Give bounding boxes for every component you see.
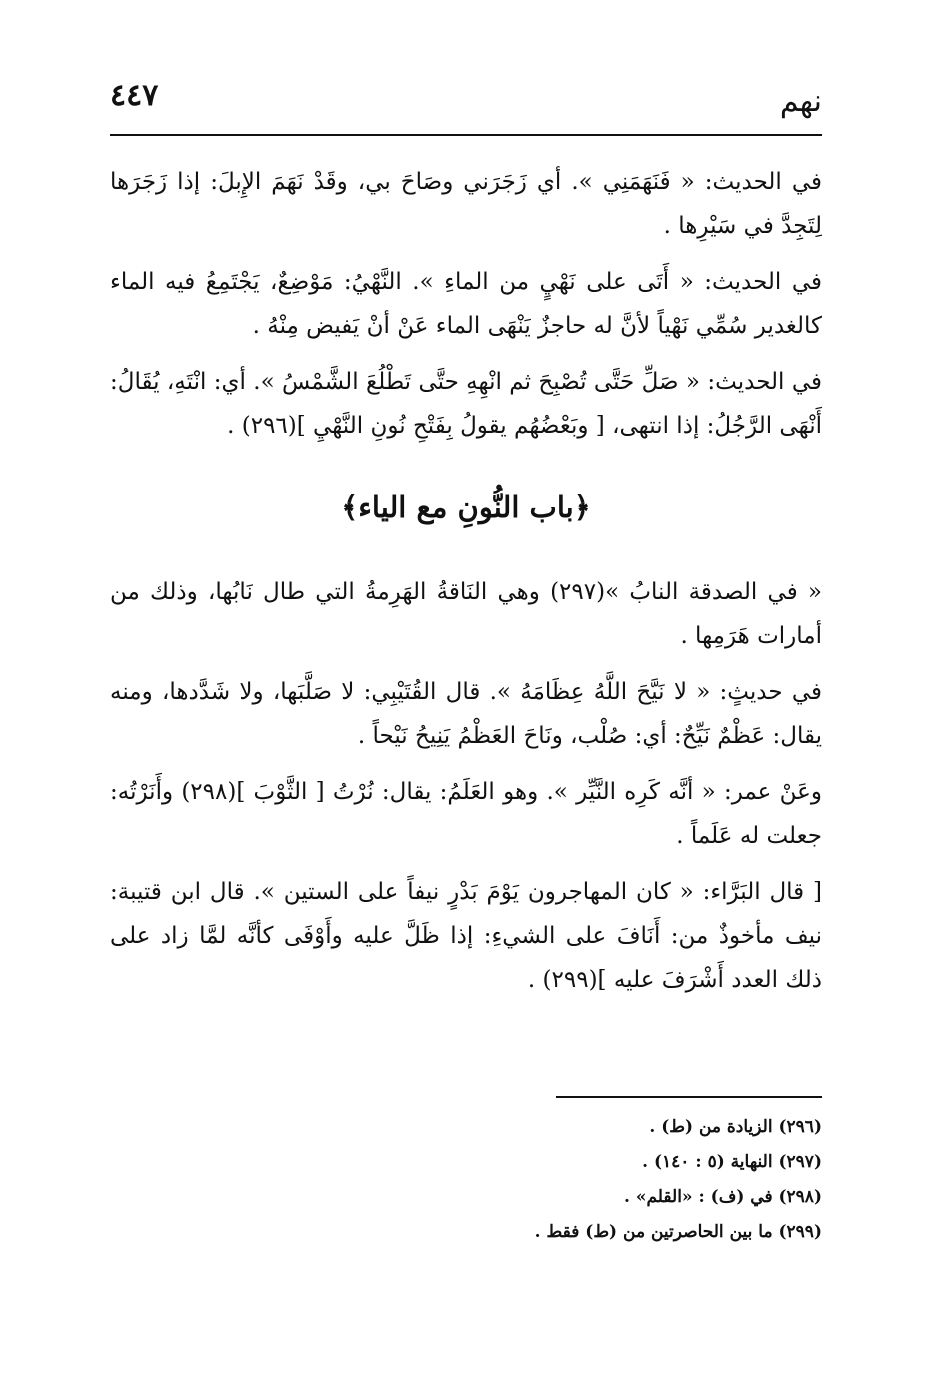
paragraph-nayf: [ قال البَرَّاء: « كان المهاجرون يَوْمَ بَدْرٍ نيفاً على الستين ». قال ابن قتيبة: نيف مأخوذٌ من: أَنَافَ على الشيءِ: إذا ظَلَّ عليه وأَوْفَى كأنَّه لمَّا زاد على ذلك العدد أَشْرَفَ عليه ](٢٩٩) . (110, 879, 822, 993)
paragraph-inhihi: في الحديث: « صَلِّ حَتَّى تُصْبِحَ ثم انْهِهِ حتَّى تَطْلُعَ الشَّمْسُ ». أي: انْتَهِ، يُقَالُ: أَنْهَى الرَّجُلُ: إذا انتهى، [ وبَعْضُهُم يقولُ بِفَتْحِ نُونِ النَّهْيِ ](٢٩٦) . (110, 369, 822, 439)
footnote-297: (٢٩٧) النهاية (٥ : ١٤٠) . (642, 1152, 822, 1172)
main-text (110, 160, 822, 1014)
page-number: ٤٤٧ (110, 78, 159, 113)
running-head: نهم (779, 84, 822, 119)
section-heading: ﴿باب النُّونِ مع الياء﴾ (341, 490, 591, 524)
footnotes (110, 1110, 822, 1250)
page-header (110, 78, 822, 124)
footnote-296: (٢٩٦) الزيادة من (ط) . (649, 1117, 822, 1137)
paragraph-nab: « في الصدقة النابُ »(٢٩٧) وهي النَاقةُ الهَرِمةُ التي طال نَابُها، وذلك من أمارات هَرَمِها . (110, 579, 822, 649)
paragraph-nahy: في الحديث: « أَتَى على نَهْيٍ من الماءِ ». النَّهْيُ: مَوْضِعٌ، يَجْتَمِعُ فيه الماء كالغدير سُمِّي نَهْياً لأنَّ له حاجزٌ يَنْهَى الماء عَنْ أنْ يَفيض مِنْهُ . (110, 269, 822, 339)
footnote-298: (٢٩٨) في (ف) : «القلم» . (624, 1187, 822, 1207)
header-rule (110, 134, 822, 136)
footnote-rule (556, 1096, 822, 1098)
paragraph-nayyah: في حديثٍ: « لا نَيَّحَ اللَّهُ عِظَامَهُ ». قال القُتَيْبِي: لا صَلَّبَها، ولا شَدَّدها، ومنه يقال: عَظْمٌ نَيِّحٌ: أي: صُلْب، ونَاحَ العَظْمُ يَنِيحُ نَيْحاً . (110, 679, 822, 749)
paragraph-nayyir: وعَنْ عمر: « أنَّه كَرِه النَّيِّر ». وهو العَلَمُ: يقال: نُرْتُ [ الثَّوْبَ ](٢٩٨) وأَنَرْتُه: جعلت له عَلَماً . (110, 779, 822, 849)
paragraph-nahm: في الحديث: « فَنَهَمَنِي ». أي زَجَرَني وصَاحَ بي، وقَدْ نَهَمَ الإِبلَ: إذا زَجَرَها لِتَجِدَّ في سَيْرِها . (110, 169, 822, 239)
footnote-299: (٢٩٩) ما بين الحاصرتين من (ط) فقط . (534, 1222, 822, 1242)
